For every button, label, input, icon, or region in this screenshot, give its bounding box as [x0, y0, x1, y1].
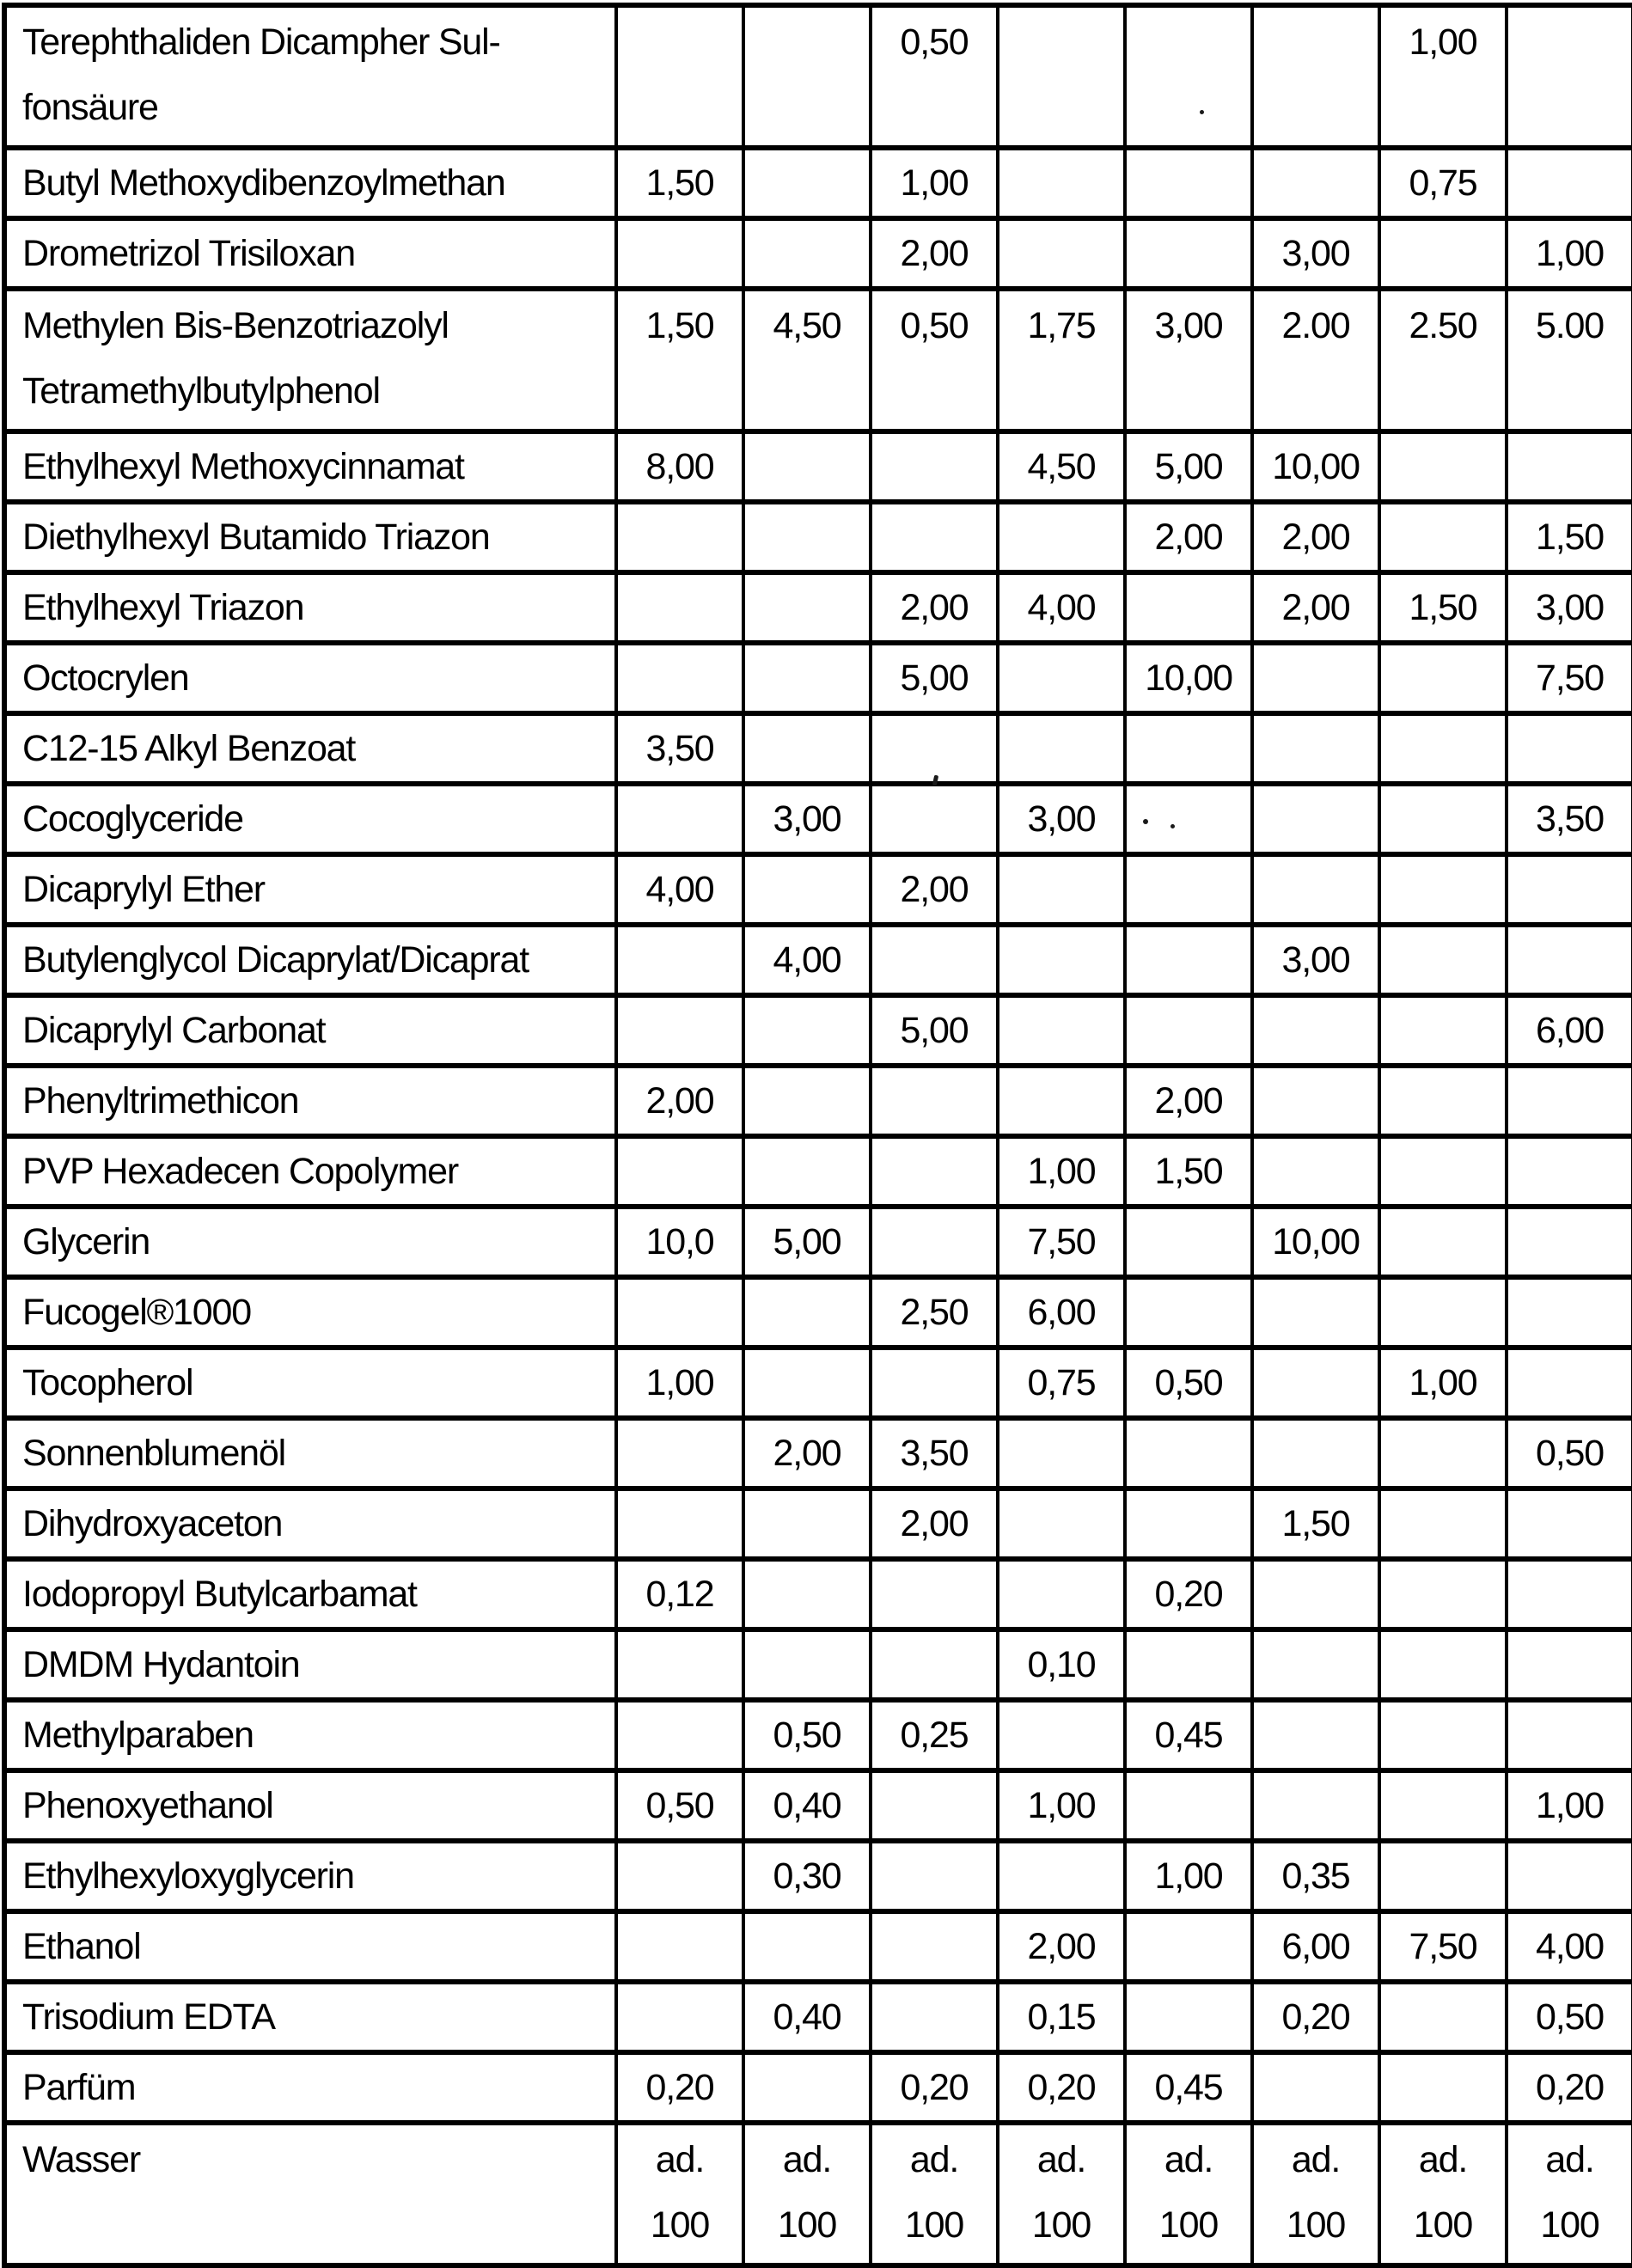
value-cell: 4,50	[743, 289, 871, 431]
value-cell	[743, 5, 871, 148]
value-cell	[1125, 1207, 1252, 1277]
value-cell	[743, 572, 871, 643]
value-cell: 0,20	[998, 2052, 1125, 2123]
value-cell: 4,00	[998, 572, 1125, 643]
table-row	[4, 995, 1632, 1066]
value-cell	[871, 1066, 998, 1136]
value-cell: 0,20	[871, 2052, 998, 2123]
value-cell	[998, 1489, 1125, 1559]
scan-speck	[1143, 819, 1148, 824]
value-cell	[871, 502, 998, 572]
value-cell	[1252, 854, 1379, 925]
value-cell: 3,00	[743, 784, 871, 854]
table-row	[4, 572, 1632, 643]
value-cell	[616, 1911, 743, 1982]
value-cell: 6,00	[1252, 1911, 1379, 1982]
value-cell	[743, 995, 871, 1066]
value-cell	[1507, 1700, 1632, 1770]
ingredient-name-cell: Tocopherol	[4, 1348, 616, 1418]
value-cell: 3,00	[1507, 572, 1632, 643]
value-cell: 3,00	[1252, 925, 1379, 995]
value-cell	[1252, 1066, 1379, 1136]
value-cell	[743, 1277, 871, 1348]
value-cell: ad. 100	[1379, 2123, 1507, 2265]
value-cell: 1,50	[616, 148, 743, 218]
value-cell	[743, 218, 871, 289]
value-cell	[1379, 1136, 1507, 1207]
value-cell	[871, 431, 998, 502]
value-cell	[1125, 572, 1252, 643]
value-cell: 3,00	[1252, 218, 1379, 289]
value-cell	[616, 1136, 743, 1207]
value-cell	[1379, 431, 1507, 502]
value-cell	[616, 1982, 743, 2052]
value-cell: 1,00	[998, 1770, 1125, 1841]
value-cell	[743, 713, 871, 784]
value-cell	[1379, 643, 1507, 713]
table-row	[4, 713, 1632, 784]
value-cell: 7,50	[998, 1207, 1125, 1277]
value-cell: 0,40	[743, 1982, 871, 2052]
ingredient-name-cell: Dicaprylyl Ether	[4, 854, 616, 925]
value-cell: 7,50	[1507, 643, 1632, 713]
value-cell: 1,00	[1507, 1770, 1632, 1841]
value-cell: 0,12	[616, 1559, 743, 1629]
formulation-table-body	[4, 5, 1632, 2265]
value-cell: 0,50	[871, 289, 998, 431]
table-row	[4, 1207, 1632, 1277]
value-cell	[1125, 854, 1252, 925]
value-cell: 0,35	[1252, 1841, 1379, 1911]
ingredient-name-cell: Cocoglyceride	[4, 784, 616, 854]
value-cell	[1252, 1770, 1379, 1841]
value-cell: 3,00	[1125, 289, 1252, 431]
table-row	[4, 1066, 1632, 1136]
value-cell	[1379, 1489, 1507, 1559]
value-cell	[998, 1700, 1125, 1770]
ingredient-name-cell: Ethylhexyloxyglycerin	[4, 1841, 616, 1911]
value-cell: 1,50	[1379, 572, 1507, 643]
scan-speck	[1200, 110, 1204, 114]
ingredient-name-cell: Phenoxyethanol	[4, 1770, 616, 1841]
value-cell: 2,00	[871, 218, 998, 289]
value-cell: 1,00	[1379, 5, 1507, 148]
value-cell: 1,75	[998, 289, 1125, 431]
value-cell	[1125, 148, 1252, 218]
value-cell: 1,50	[1507, 502, 1632, 572]
table-row	[4, 925, 1632, 995]
value-cell	[1125, 5, 1252, 148]
table-row	[4, 1136, 1632, 1207]
value-cell	[998, 148, 1125, 218]
value-cell: 0,30	[743, 1841, 871, 1911]
value-cell	[1125, 1277, 1252, 1348]
value-cell	[1379, 1770, 1507, 1841]
value-cell	[1252, 713, 1379, 784]
ingredient-name-cell: C12-15 Alkyl Benzoat	[4, 713, 616, 784]
value-cell	[998, 502, 1125, 572]
value-cell	[871, 1629, 998, 1700]
table-row	[4, 784, 1632, 854]
ingredient-name-cell: Dihydroxyaceton	[4, 1489, 616, 1559]
value-cell	[616, 995, 743, 1066]
ingredient-name-cell: Butylenglycol Dicaprylat/Dicaprat	[4, 925, 616, 995]
table-row	[4, 1770, 1632, 1841]
value-cell	[1379, 1418, 1507, 1489]
value-cell	[743, 854, 871, 925]
value-cell: 1,50	[1252, 1489, 1379, 1559]
value-cell	[1379, 1700, 1507, 1770]
value-cell	[871, 1348, 998, 1418]
value-cell	[871, 1136, 998, 1207]
value-cell	[998, 1559, 1125, 1629]
value-cell	[998, 854, 1125, 925]
table-row	[4, 289, 1632, 431]
value-cell	[871, 1841, 998, 1911]
value-cell	[1507, 1277, 1632, 1348]
table-row	[4, 854, 1632, 925]
value-cell	[743, 1911, 871, 1982]
formulation-table	[2, 3, 1632, 2268]
value-cell	[1252, 1559, 1379, 1629]
ingredient-name-cell: Butyl Methoxydibenzoylmethan	[4, 148, 616, 218]
value-cell: 0,45	[1125, 2052, 1252, 2123]
value-cell	[1125, 995, 1252, 1066]
value-cell: 2,00	[616, 1066, 743, 1136]
value-cell	[616, 1629, 743, 1700]
ingredient-name-cell: Dicaprylyl Carbonat	[4, 995, 616, 1066]
value-cell	[616, 784, 743, 854]
table-row	[4, 1418, 1632, 1489]
value-cell: 0,25	[871, 1700, 998, 1770]
value-cell	[1379, 1629, 1507, 1700]
value-cell	[871, 784, 998, 854]
ingredient-name-cell: Phenyltrimethicon	[4, 1066, 616, 1136]
value-cell	[1125, 1770, 1252, 1841]
value-cell: 5,00	[743, 1207, 871, 1277]
value-cell	[1125, 925, 1252, 995]
value-cell	[998, 218, 1125, 289]
value-cell	[1252, 1629, 1379, 1700]
table-row	[4, 1700, 1632, 1770]
value-cell: 10,00	[1252, 431, 1379, 502]
value-cell: 0,20	[616, 2052, 743, 2123]
value-cell: ad. 100	[743, 2123, 871, 2265]
value-cell: 0,10	[998, 1629, 1125, 1700]
value-cell	[1379, 1559, 1507, 1629]
value-cell	[1507, 925, 1632, 995]
value-cell	[1252, 2052, 1379, 2123]
value-cell	[616, 643, 743, 713]
value-cell	[1379, 218, 1507, 289]
ingredient-name-cell: Octocrylen	[4, 643, 616, 713]
value-cell	[1507, 1348, 1632, 1418]
value-cell: 0,15	[998, 1982, 1125, 2052]
value-cell: 0,40	[743, 1770, 871, 1841]
table-row	[4, 1629, 1632, 1700]
value-cell	[616, 1841, 743, 1911]
value-cell: 1,00	[871, 148, 998, 218]
value-cell: 1,50	[616, 289, 743, 431]
value-cell	[743, 1066, 871, 1136]
value-cell: 10,00	[1125, 643, 1252, 713]
value-cell: 4,00	[1507, 1911, 1632, 1982]
table-row	[4, 1841, 1632, 1911]
value-cell	[1125, 1982, 1252, 2052]
value-cell	[743, 1136, 871, 1207]
value-cell	[743, 1348, 871, 1418]
value-cell	[871, 1207, 998, 1277]
value-cell	[1125, 1629, 1252, 1700]
value-cell: ad. 100	[998, 2123, 1125, 2265]
value-cell: 8,00	[616, 431, 743, 502]
value-cell	[1379, 1841, 1507, 1911]
value-cell	[1252, 1348, 1379, 1418]
value-cell	[1252, 995, 1379, 1066]
value-cell: ad. 100	[616, 2123, 743, 2265]
value-cell	[871, 1559, 998, 1629]
table-row	[4, 431, 1632, 502]
value-cell	[998, 713, 1125, 784]
value-cell	[743, 1489, 871, 1559]
table-row	[4, 2052, 1632, 2123]
value-cell: 5,00	[1125, 431, 1252, 502]
value-cell	[1125, 218, 1252, 289]
value-cell: 1,00	[998, 1136, 1125, 1207]
ingredient-name-cell: Methylen Bis-Benzotriazolyl Tetramethylbutylphenol	[4, 289, 616, 431]
value-cell	[1125, 713, 1252, 784]
value-cell: 0,50	[1507, 1982, 1632, 2052]
value-cell	[1507, 1559, 1632, 1629]
value-cell: 2,00	[1125, 502, 1252, 572]
value-cell	[743, 643, 871, 713]
ingredient-name-cell: Fucogel®1000	[4, 1277, 616, 1348]
value-cell: 0,45	[1125, 1700, 1252, 1770]
value-cell: 0,20	[1507, 2052, 1632, 2123]
value-cell	[616, 1277, 743, 1348]
ingredient-name-cell: Drometrizol Trisiloxan	[4, 218, 616, 289]
value-cell: 5.00	[1507, 289, 1632, 431]
value-cell	[871, 925, 998, 995]
value-cell: 2,00	[743, 1418, 871, 1489]
value-cell: 10,0	[616, 1207, 743, 1277]
value-cell: 5,00	[871, 995, 998, 1066]
table-row	[4, 1277, 1632, 1348]
ingredient-name-cell: Wasser	[4, 2123, 616, 2265]
table-row	[4, 1489, 1632, 1559]
value-cell	[1379, 784, 1507, 854]
value-cell: 3,50	[1507, 784, 1632, 854]
value-cell	[616, 5, 743, 148]
value-cell	[616, 1700, 743, 1770]
value-cell	[871, 1770, 998, 1841]
ingredient-name-cell: Ethylhexyl Triazon	[4, 572, 616, 643]
value-cell: 4,00	[616, 854, 743, 925]
value-cell: ad. 100	[1252, 2123, 1379, 2265]
value-cell: 0,50	[871, 5, 998, 148]
value-cell: 0,50	[1125, 1348, 1252, 1418]
value-cell: 2,00	[871, 854, 998, 925]
table-row	[4, 218, 1632, 289]
value-cell	[1379, 1066, 1507, 1136]
table-row	[4, 5, 1632, 148]
value-cell	[743, 148, 871, 218]
ingredient-name-cell: Trisodium EDTA	[4, 1982, 616, 2052]
value-cell	[871, 1982, 998, 2052]
value-cell	[1379, 1982, 1507, 2052]
value-cell	[1252, 5, 1379, 148]
value-cell	[616, 1489, 743, 1559]
value-cell: 2,50	[871, 1277, 998, 1348]
ingredient-name-cell: DMDM Hydantoin	[4, 1629, 616, 1700]
value-cell	[1379, 854, 1507, 925]
value-cell	[1252, 148, 1379, 218]
value-cell: 1,00	[1125, 1841, 1252, 1911]
value-cell	[616, 1418, 743, 1489]
ingredient-name-cell: PVP Hexadecen Copolymer	[4, 1136, 616, 1207]
ingredient-name-cell: Terephthaliden Dicampher Sul- fonsäure	[4, 5, 616, 148]
value-cell	[998, 643, 1125, 713]
value-cell	[871, 713, 998, 784]
value-cell	[1252, 784, 1379, 854]
value-cell: 5,00	[871, 643, 998, 713]
value-cell	[1252, 1418, 1379, 1489]
ingredient-name-cell: Diethylhexyl Butamido Triazon	[4, 502, 616, 572]
ingredient-name-cell: Glycerin	[4, 1207, 616, 1277]
value-cell	[1252, 1136, 1379, 1207]
value-cell	[998, 1841, 1125, 1911]
value-cell	[1507, 5, 1632, 148]
value-cell	[743, 431, 871, 502]
value-cell: 0,20	[1125, 1559, 1252, 1629]
value-cell: 2,00	[1252, 502, 1379, 572]
value-cell	[616, 218, 743, 289]
ingredient-name-cell: Ethylhexyl Methoxycinnamat	[4, 431, 616, 502]
value-cell	[1507, 1066, 1632, 1136]
ingredient-name-cell: Ethanol	[4, 1911, 616, 1982]
table-row	[4, 1911, 1632, 1982]
value-cell: 0,75	[998, 1348, 1125, 1418]
ingredient-name-cell: Methylparaben	[4, 1700, 616, 1770]
value-cell	[1125, 1911, 1252, 1982]
value-cell: 4,50	[998, 431, 1125, 502]
ingredient-name-cell: Sonnenblumenöl	[4, 1418, 616, 1489]
value-cell	[743, 1629, 871, 1700]
value-cell	[1379, 713, 1507, 784]
value-cell	[743, 2052, 871, 2123]
value-cell: 7,50	[1379, 1911, 1507, 1982]
value-cell: ad. 100	[1125, 2123, 1252, 2265]
scan-speck	[1171, 824, 1175, 828]
value-cell	[998, 5, 1125, 148]
value-cell	[998, 995, 1125, 1066]
value-cell	[1507, 431, 1632, 502]
value-cell	[1379, 2052, 1507, 2123]
value-cell	[1125, 1489, 1252, 1559]
value-cell: 0,75	[1379, 148, 1507, 218]
value-cell	[1507, 1629, 1632, 1700]
value-cell	[1507, 1841, 1632, 1911]
value-cell: 0,50	[1507, 1418, 1632, 1489]
value-cell: 1,00	[616, 1348, 743, 1418]
value-cell	[1507, 148, 1632, 218]
value-cell	[616, 572, 743, 643]
table-row	[4, 2123, 1632, 2265]
value-cell: 2,00	[871, 572, 998, 643]
value-cell	[1252, 643, 1379, 713]
table-row	[4, 1348, 1632, 1418]
value-cell	[1507, 1207, 1632, 1277]
value-cell	[1379, 1277, 1507, 1348]
value-cell	[998, 925, 1125, 995]
value-cell: 1,00	[1379, 1348, 1507, 1418]
value-cell: 6,00	[1507, 995, 1632, 1066]
value-cell	[1507, 1136, 1632, 1207]
value-cell	[1252, 1277, 1379, 1348]
value-cell: ad. 100	[871, 2123, 998, 2265]
value-cell: 2,00	[1252, 572, 1379, 643]
value-cell: 0,50	[616, 1770, 743, 1841]
value-cell: 0,50	[743, 1700, 871, 1770]
value-cell: 2,00	[871, 1489, 998, 1559]
value-cell	[1507, 713, 1632, 784]
value-cell	[1125, 1418, 1252, 1489]
table-row	[4, 148, 1632, 218]
value-cell	[1507, 854, 1632, 925]
value-cell	[1379, 1207, 1507, 1277]
value-cell	[616, 925, 743, 995]
ingredient-name-cell: Iodopropyl Butylcarbamat	[4, 1559, 616, 1629]
value-cell: 2,00	[998, 1911, 1125, 1982]
value-cell: 2,00	[1125, 1066, 1252, 1136]
value-cell	[743, 502, 871, 572]
value-cell: 1,00	[1507, 218, 1632, 289]
value-cell: 10,00	[1252, 1207, 1379, 1277]
value-cell: 2.00	[1252, 289, 1379, 431]
value-cell	[998, 1066, 1125, 1136]
value-cell: ad. 100	[1507, 2123, 1632, 2265]
value-cell: 3,50	[871, 1418, 998, 1489]
value-cell	[871, 1911, 998, 1982]
value-cell	[1379, 502, 1507, 572]
table-row	[4, 1982, 1632, 2052]
value-cell	[616, 502, 743, 572]
value-cell: 6,00	[998, 1277, 1125, 1348]
value-cell: 0,20	[1252, 1982, 1379, 2052]
value-cell: 1,50	[1125, 1136, 1252, 1207]
value-cell	[1252, 1700, 1379, 1770]
table-row	[4, 1559, 1632, 1629]
value-cell: 4,00	[743, 925, 871, 995]
value-cell	[1379, 995, 1507, 1066]
value-cell	[998, 1418, 1125, 1489]
value-cell: 2.50	[1379, 289, 1507, 431]
value-cell: 3,50	[616, 713, 743, 784]
table-row	[4, 643, 1632, 713]
ingredient-name-cell: Parfüm	[4, 2052, 616, 2123]
value-cell: 3,00	[998, 784, 1125, 854]
value-cell	[743, 1559, 871, 1629]
value-cell	[1379, 925, 1507, 995]
value-cell	[1507, 1489, 1632, 1559]
table-row	[4, 502, 1632, 572]
